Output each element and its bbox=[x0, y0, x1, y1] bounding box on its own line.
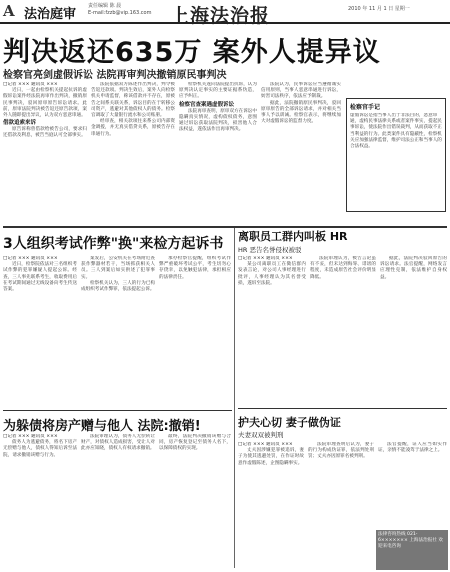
story1-col3: 检察机关遂向法院提出抗诉，认为原判决认定事实的主要证据系伪造，应予纠正。 检察官查案遇虚假诉讼 法院再审查明，原审双方在诉讼中隐瞒真实情况，虚构债权债务，意图通过诉讼获取法院判决，损害他人合法权益，遂依法作出再审判决。 bbox=[179, 82, 257, 133]
story2-col3: 承办检察官提醒，组织考试作弊严重破坏考试公平，考生切勿心存侥幸，以免触犯法律，承担相应的法律责任。 bbox=[159, 256, 231, 280]
story4-byline: □记者 ××× 通讯员 ××× bbox=[3, 434, 58, 439]
story5-subhead: 夫妻双双被判刑 bbox=[238, 431, 284, 439]
story5-col3: 法官提醒，证人应当如实作证，亲情不能凌驾于法律之上。 bbox=[378, 442, 447, 454]
story3-col3: 据此，法院判决驳回原告的诉讼请求。法官提醒，网络发言应理性克制，依法维护自身权益。 bbox=[380, 256, 447, 280]
divider-horizontal-3 bbox=[238, 408, 447, 409]
story4-col1: □记者 ××× 通讯员 ××× 债务人为逃避债务，将名下房产无偿赠与他人，债权人得知后诉至法院，请求撤销该赠与行为。 bbox=[3, 434, 77, 458]
main-deck: 检察官亮剑虚假诉讼 法院再审判决撤销原民事判决 bbox=[3, 70, 227, 81]
story2-byline: □记者 ××× 通讯员 ××× bbox=[3, 256, 58, 261]
story3-col1: □记者 ××× 通讯员 ××× 某公司离职员工在微信群内发表言论，对公司人事经理进行批评，人事经理认为其名誉受损，遂诉至法院。 bbox=[238, 256, 306, 286]
story1-col2: 法院依据双方陈述作出判决，判令被告返还款项。判决生效后，案外人向检察机关申请监督，称该借款并不存在，原被告之间系关联关系，诉讼目的在于转移公司资产，逃避对其他债权人的债务。检察官调取了大量银行流水和公司账册。 经审查，相关款项往来系公司内部资金调拨，并无真实借贷关系，原被告存在串通行为。 bbox=[91, 82, 175, 137]
story5-col2: 法院审理查明后认为，妻子的行为构成伪证罪，依法判处刑罚；丈夫亦因原罪名被判刑。 bbox=[308, 442, 374, 460]
newspaper-logo: 上海法治报 bbox=[170, 5, 271, 27]
story4-col2: 法院审理认为，债务人无偿转让财产，对债权人造成损害，受让人对此亦应知晓，债权人有权请求撤销。 bbox=[81, 434, 155, 452]
section-title: 法治庭审 bbox=[24, 7, 77, 22]
story2-col1: □记者 ××× 通讯员 ××× 近日，检察院依法对三名组织考试作弊的犯罪嫌疑人提起公诉。经查，三人事先联系考生，收取费用后在考试期间通过无线设备向考生传送答案。 bbox=[3, 256, 77, 293]
divider-horizontal-2 bbox=[3, 410, 232, 411]
story3-col2: 法院审理认为，被告言论虽有不妥，但未达到侮辱、诽谤的程度，未造成原告社会评价明显降低。 bbox=[310, 256, 376, 280]
sidebar-body: 虚假诉讼是指当事人出于非法目的，恶意串通，虚构民事法律关系或者案件事实，提起民事诉讼，使法院作出错误裁判，从而获取不正当利益的行为。此类案件具有隐蔽性，检察机关应加强法律监督，维护司法公正和当事人的合法权益。 bbox=[350, 113, 442, 150]
story1-col1: □记者 ××× 通讯员 ××× 近日，一起由检察机关提起抗诉的虚假诉讼案件经法院再审作出判决，撤销原民事判决，驳回原审原告诉讼请求。此前，原审法院判决被告返还原告款项，案外人随即提出异议，认为双方恶意串通。 借款追索来诉 原告诉称曾借款给被告公司，要求归还借款及利息，被告当庭认可全部事实。 bbox=[3, 82, 87, 139]
issue-date: 2010 年 11 月 1 日 星期一 bbox=[348, 6, 410, 12]
page-header bbox=[0, 0, 450, 27]
divider-vertical bbox=[234, 228, 235, 568]
sidebar-title: 检察官手记 bbox=[350, 104, 381, 111]
story5-col1: □记者 ××× 通讯员 ××× 丈夫因涉嫌犯罪被追诉，妻子为使其逃避处罚，在作证时故意作虚假陈述，企图隐瞒事实。 bbox=[238, 442, 304, 466]
story5-byline: □记者 ××× 通讯员 ××× bbox=[238, 442, 293, 447]
story4-col3: 最终，法院判决撤销该赠与合同，房产恢复登记至债务人名下，以保障债权的实现。 bbox=[159, 434, 231, 452]
editor-line: 责任编辑 陈 晨 bbox=[88, 3, 122, 9]
story3-subhead: HR 恶告名誉侵权被驳 bbox=[238, 246, 302, 254]
story3-headline: 离职员工群内叫板 HR bbox=[238, 230, 348, 243]
story1-byline: □记者 ××× 通讯员 ××× bbox=[3, 82, 58, 87]
story2-col2: 案发后，公安机关在考场附近查获作弊器材若干，当场抓获相关人员。三人到案后如实供述了犯罪事实。 检察机关认为，三人的行为已构成组织考试作弊罪，依法提起公诉。 bbox=[81, 256, 155, 293]
story1-col4: 法院认为，民事诉讼应当遵循诚实信用原则，当事人恶意串通进行诉讼，妨害司法秩序，依法应予制裁。 据此，法院撤销原民事判决，驳回原审原告的全部诉讼请求，并对相关当事人予以训诫。检察官表示，将继续加大对虚假诉讼的监督力度。 bbox=[261, 82, 341, 125]
story3-byline: □记者 ××× 通讯员 ××× bbox=[238, 256, 293, 261]
story1-subhead: 借款追索来诉 bbox=[3, 120, 37, 127]
story4-headline: 为躲债将房产赠与他人 法院:撤销! bbox=[3, 419, 201, 434]
advertisement: 法律咨询热线 021-6××××××× 上海法治报社 欢迎来电咨询 bbox=[376, 530, 448, 570]
page-letter: A bbox=[3, 2, 15, 20]
email-line: E-mail:fzzb@vip.163.com bbox=[88, 10, 152, 16]
story1-subhead2: 检察官查案遇虚假诉讼 bbox=[179, 101, 235, 108]
story2-headline: 3人组织考试作弊"换"来检方起诉书 bbox=[3, 236, 224, 252]
sidebar-box bbox=[346, 98, 446, 212]
main-headline: 判决返还635万 案外人提异议 bbox=[3, 37, 381, 68]
divider-horizontal bbox=[3, 226, 447, 228]
story5-headline: 护夫心切 妻子做伪证 bbox=[238, 416, 341, 429]
